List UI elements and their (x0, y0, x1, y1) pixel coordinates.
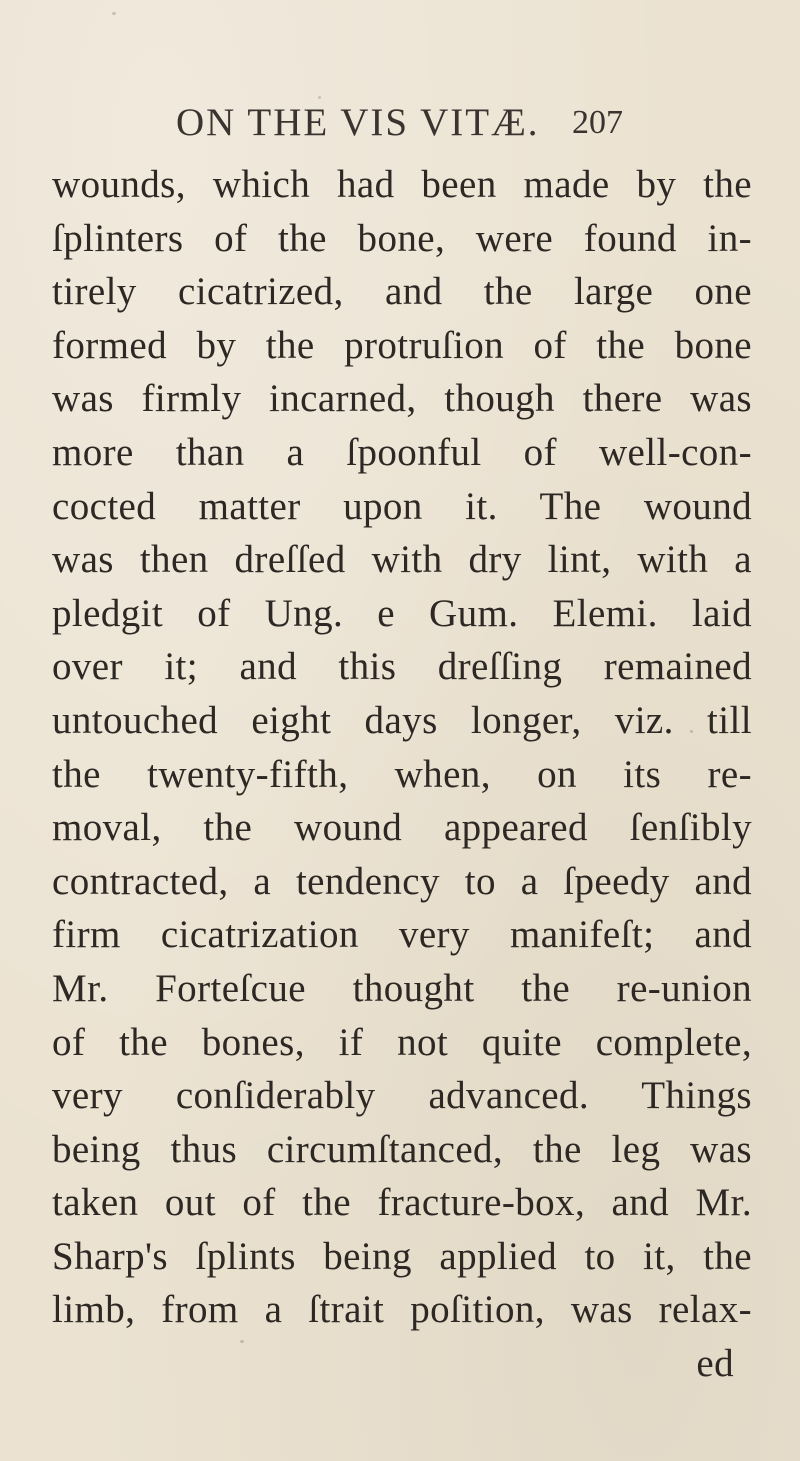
paper-speck (690, 730, 693, 733)
text-line: over it; and this dreſſing remained (52, 645, 752, 689)
text-line: more than a ſpoonful of well-con- (52, 430, 752, 474)
text-line: untouched eight days longer, viz. till (52, 698, 752, 742)
text-line: tirely cicatrized, and the large one (52, 270, 752, 314)
text-line: Sharp's ſplints being applied to it, the (52, 1234, 752, 1278)
text-line: was then dreſſed with dry lint, with a (52, 538, 752, 582)
text-line: ſplinters of the bone, were found in- (52, 216, 752, 260)
text-line: firm cicatrization very manifeſt; and (52, 913, 752, 957)
text-line: of the bones, if not quite complete, (52, 1020, 752, 1064)
running-head (0, 100, 800, 160)
text-line: was firmly incarned, though there was (52, 377, 752, 421)
text-line: moval, the wound appeared ſenſibly (52, 806, 752, 850)
text-line: pledgit of Ung. e Gum. Elemi. laid (52, 591, 752, 635)
page-number: 207 (572, 104, 623, 141)
text-line: very conſiderably advanced. Things (52, 1074, 752, 1118)
text-line: being thus circumſtanced, the leg was (52, 1127, 752, 1171)
text-line: contracted, a tendency to a ſpeedy and (52, 859, 752, 903)
text-line: the twenty-fifth, when, on its re- (52, 752, 752, 796)
text-line: formed by the protruſion of the bone (52, 323, 752, 367)
paper-speck (112, 12, 116, 15)
paper-speck (318, 96, 321, 99)
text-line: Mr. Forteſcue thought the re-union (52, 966, 752, 1010)
text-line: limb, from a ſtrait poſition, was relax- (52, 1288, 752, 1332)
text-line: cocted matter upon it. The wound (52, 484, 752, 528)
paper-speck (240, 1340, 244, 1343)
running-title: ON THE VIS VITÆ. (176, 101, 540, 144)
body-text (52, 158, 752, 1391)
text-line: wounds, which had been made by the (52, 163, 752, 206)
catchword-line: ed (696, 1342, 734, 1386)
text-line: taken out of the fracture-box, and Mr. (52, 1181, 752, 1225)
